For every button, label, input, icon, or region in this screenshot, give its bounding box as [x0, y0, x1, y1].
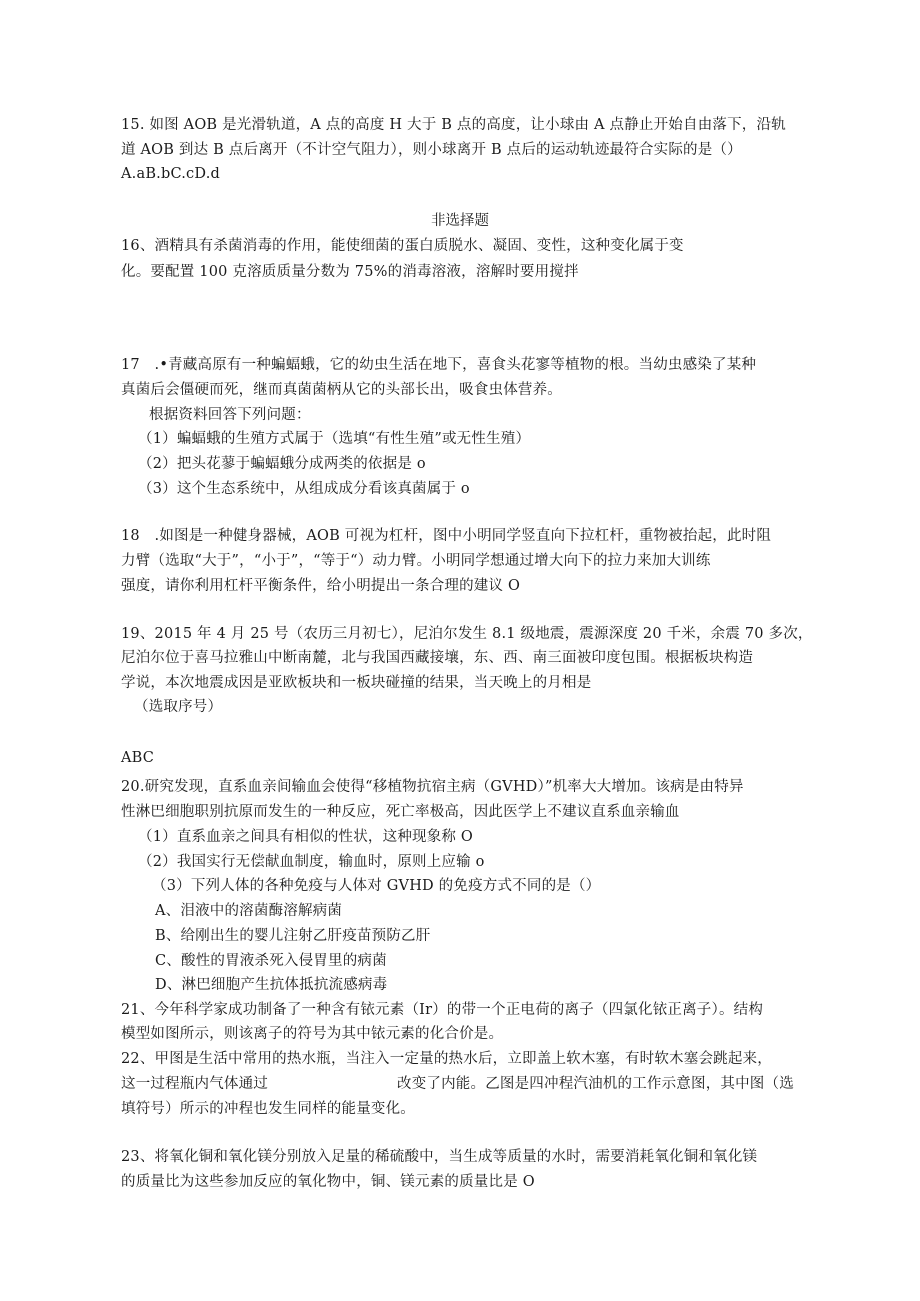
q20-option-b: B、给刚出生的婴儿注射乙肝疫苗预防乙肝	[155, 928, 431, 944]
q23-line-2: 的质量比为这些参加反应的氧化物中，铜、镁元素的质量比是 O	[121, 1174, 535, 1190]
q22-line-2a: 这一过程瓶内气体通过	[121, 1076, 268, 1092]
q18-line-3: 强度，请你利用杠杆平衡条件，给小明提出一条合理的建议 O	[121, 578, 521, 594]
q18-line-2: 力臂（选取“大于”，“小于”，“等于“）动力臂。小明同学想通过增大向下的拉力来加大训练	[121, 553, 711, 569]
q22-line-2b: 改变了内能。乙图是四冲程汽油机的工作示意图，其中图（选	[397, 1076, 794, 1092]
q20-option-c: C、酸性的胃液杀死入侵胃里的病菌	[155, 953, 387, 969]
q17-sub-3: （3）这个生态系统中，从组成成分看该真菌属于 o	[138, 481, 470, 497]
section-title: 非选择题	[431, 213, 489, 229]
q17-line-2: 真菌后会僵硬而死，继而真菌菌柄从它的头部长出，吸食虫体营养。	[121, 382, 562, 398]
q20-line-2: 性淋巴细胞职别抗原而发生的一种反应，死亡率极高，因此医学上不建议直系血亲输血	[121, 804, 680, 820]
q16-line-2: 化。要配置 100 克溶质质量分数为 75%的消毒溶液，溶解时要用搅拌	[121, 264, 579, 280]
q22-line-1: 22、甲图是生活中常用的热水瓶，当注入一定量的热水后，立即盖上软木塞，有时软木塞会跳起来，	[121, 1051, 772, 1067]
q21-line-2: 模型如图所示，则该离子的符号为其中铱元素的化合价是。	[121, 1026, 504, 1042]
q21-line-1: 21、今年科学家成功制备了一种含有铱元素（Ir）的带一个正电荷的离子（四氯化铱正离子）。结构	[121, 1002, 764, 1018]
q23-line-1: 23、将氧化铜和氧化镁分别放入足量的稀硫酸中，当生成等质量的水时，需要消耗氧化铜和氧化镁	[121, 1149, 758, 1165]
q17-sub-1: （1）蝙蝠蛾的生殖方式属于（选填“有性生殖”或无性生殖）	[138, 431, 531, 447]
q17-sub-2: （2）把头花蓼于蝙蝠蛾分成两类的依据是 o	[138, 456, 426, 472]
q15-options: A.aB.bC.cD.d	[121, 166, 220, 182]
q19-line-2: 尼泊尔位于喜马拉雅山中断南麓，北与我国西藏接壤，东、西、南三面被印度包围。根据板块构造	[121, 650, 754, 666]
q19-line-3: 学说，本次地震成因是亚欧板块和一板块碰撞的结果，当天晚上的月相是	[121, 675, 592, 691]
q17-line-1: 17 .•青藏高原有一种蝙蝠蛾，它的幼虫生活在地下，喜食头花寥等植物的根。当幼虫感染了某种	[121, 357, 757, 373]
q15-line-2: 道 AOB 到达 B 点后离开（不计空气阻力），则小球离开 B 点后的运动轨迹最符合实际的是（）	[121, 142, 742, 158]
q20-line-1: 20.研究发现，直系血亲间输血会使得“移植物抗宿主病（GVHD）”机率大大增加。该病是由特异	[121, 779, 744, 795]
q20-sub-2: （2）我国实行无偿献血制度，输血时，原则上应输 o	[138, 854, 485, 870]
q15-line-1: 15. 如图 AOB 是光滑轨道，A 点的高度 H 大于 B 点的高度，让小球由 A 点静止开始自由落下，沿轨	[121, 117, 786, 133]
q17-instruction: 根据资料回答下列问题：	[149, 407, 311, 423]
q20-option-a: A、泪液中的溶菌酶溶解病菌	[155, 903, 343, 919]
q16-line-1: 16、酒精具有杀菌消毒的作用，能使细菌的蛋白质脱水、凝固、变性，这种变化属于变	[121, 238, 684, 254]
q20-sub-3: （3）下列人体的各种免疫与人体对 GVHD 的免疫方式不同的是（）	[152, 878, 601, 894]
q19-line-4: （选取序号）	[134, 699, 223, 715]
q19-options: ABC	[121, 750, 155, 766]
q19-line-1: 19、2015 年 4 月 25 号（农历三月初七），尼泊尔发生 8.1 级地震，震源深度 20 千米，余震 70 多次，	[121, 626, 813, 642]
q20-option-d: D、淋巴细胞产生抗体抵抗流感病毒	[155, 977, 388, 993]
q18-line-1: 18 .如图是一种健身器械，AOB 可视为杠杆，图中小明同学竖直向下拉杠杆，重物被抬起，此时阻	[121, 528, 772, 544]
q22-line-3: 填符号）所示的冲程也发生同样的能量变化。	[121, 1101, 415, 1117]
q20-sub-1: （1）直系血亲之间具有相似的性状，这种现象称 O	[138, 829, 474, 845]
